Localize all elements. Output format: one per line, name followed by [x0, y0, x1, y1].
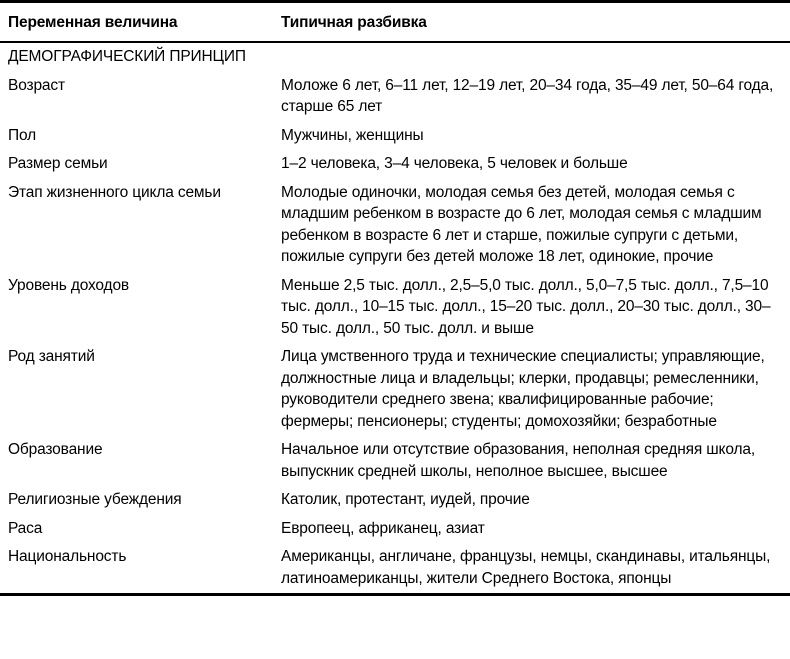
- variable-cell: Возраст: [8, 76, 65, 94]
- column-header-variable: Переменная величина: [0, 2, 273, 42]
- breakdown-cell: Мужчины, женщины: [281, 126, 424, 144]
- breakdown-cell: Лица умственного труда и технические специалисты; управляющие, должностные лица и владельцы; клерки, продавцы; ремесленники, руководители среднего звена; квалифицированные рабочие; фермеры; пенсионеры; студенты; домохозяйки; безработные: [281, 348, 765, 430]
- table-row: [0, 514, 790, 543]
- variable-cell: Раса: [8, 519, 43, 537]
- table-row: [0, 271, 790, 343]
- variable-cell: Уровень доходов: [8, 276, 130, 294]
- breakdown-cell: Католик, протестант, иудей, прочие: [281, 491, 530, 508]
- variable-cell: Размер семьи: [8, 155, 108, 172]
- breakdown-cell: Начальное или отсутствие образования, неполная средняя школа, выпускник средней школы, неполное высшее, высшее: [281, 441, 755, 480]
- variable-cell: Пол: [8, 126, 37, 144]
- breakdown-cell: Молодые одиночки, молодая семья без детей, молодая семья с младшим ребенком в возрасте до 6 лет, молодая семья с младшим ребенком в возрасте 6 лет и старше, пожилые супруги с детьми, пожилые супруги без детей моложе 18 лет, одинокие, прочие: [281, 183, 762, 265]
- section-row: [0, 42, 790, 72]
- table-row: [0, 121, 790, 150]
- breakdown-cell: Моложе 6 лет, 6–11 лет, 12–19 лет, 20–34 года, 35–49 лет, 50–64 года, старше 65 лет: [281, 76, 774, 115]
- variable-cell: Религиозные убеждения: [8, 491, 182, 508]
- table-row: [0, 486, 790, 515]
- variable-cell: Этап жизненного цикла семьи: [8, 183, 221, 201]
- table-row: [0, 436, 790, 486]
- table-row: [0, 71, 790, 121]
- table-row: [0, 343, 790, 436]
- column-header-breakdown: Типичная разбивка: [273, 2, 790, 42]
- breakdown-cell: Европеец, африканец, азиат: [281, 519, 485, 537]
- variable-cell: Национальность: [8, 548, 127, 565]
- table-row: [0, 150, 790, 179]
- table-row: [0, 178, 790, 271]
- breakdown-cell: Американцы, англичане, французы, немцы, скандинавы, итальянцы, латиноамериканцы, жители Среднего Востока, японцы: [281, 548, 771, 587]
- breakdown-cell: Меньше 2,5 тыс. долл., 2,5–5,0 тыс. долл., 5,0–7,5 тыс. долл., 7,5–10 тыс. долл., 10–15 тыс. долл., 15–20 тыс. долл., 20–30 тыс. долл., 30–50 тыс. долл., 50 тыс. долл. и выше: [281, 276, 771, 337]
- header-row: [0, 2, 790, 42]
- section-title: ДЕМОГРАФИЧЕСКИЙ ПРИНЦИП: [8, 48, 246, 65]
- variable-cell: Род занятий: [8, 348, 95, 365]
- breakdown-cell: 1–2 человека, 3–4 человека, 5 человек и больше: [281, 155, 628, 172]
- variable-cell: Образование: [8, 441, 103, 458]
- table-row: [0, 543, 790, 595]
